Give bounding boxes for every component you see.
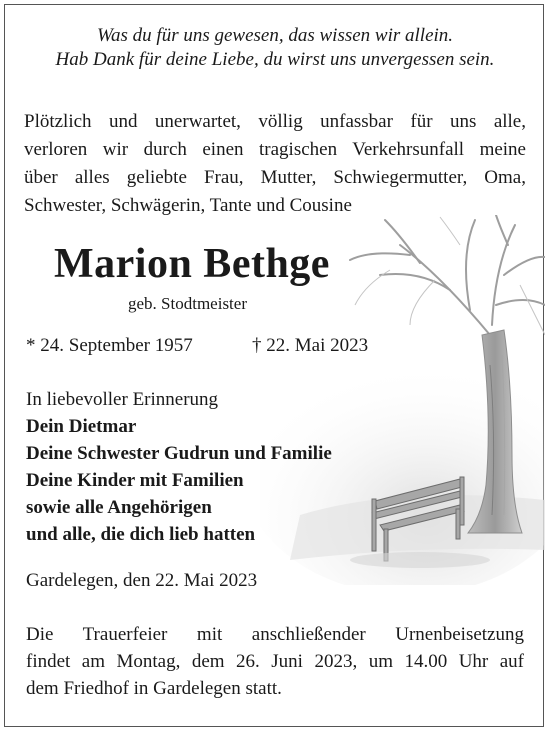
place-date: Gardelegen, den 22. Mai 2023 xyxy=(26,570,258,591)
mourners-list xyxy=(26,386,332,548)
birth-date: * 24. September 1957 xyxy=(26,335,193,356)
funeral-line: findet am Montag, dem 26. Juni 2023, um 14.00 Uhr auf xyxy=(26,651,524,672)
intro-line: verloren wir durch einen tragischen Verkehrsunfall meine xyxy=(24,139,526,160)
funeral-line: dem Friedhof in Gardelegen statt. xyxy=(26,678,282,699)
mourner-entry: Dein Dietmar xyxy=(26,416,137,437)
intro-line: Plötzlich und unerwartet, völlig unfassbar für uns alle, xyxy=(24,111,526,132)
deceased-name: Marion Bethge xyxy=(54,241,330,287)
maiden-name: geb. Stodtmeister xyxy=(128,294,247,313)
intro-line: Schwester, Schwägerin, Tante und Cousine xyxy=(24,195,352,216)
quote-line: Hab Dank für deine Liebe, du wirst uns unvergessen sein. xyxy=(55,49,495,70)
memorial-quote xyxy=(0,24,550,72)
mourner-entry: und alle, die dich lieb hatten xyxy=(26,524,256,545)
funeral-line: Die Trauerfeier mit anschließender Urnenbeisetzung xyxy=(26,624,524,645)
mourner-entry: Deine Kinder mit Familien xyxy=(26,470,244,491)
mourners-heading: In liebevoller Erinnerung xyxy=(26,389,219,410)
mourner-entry: Deine Schwester Gudrun und Familie xyxy=(26,443,332,464)
funeral-info xyxy=(26,621,524,702)
quote-line: Was du für uns gewesen, das wissen wir allein. xyxy=(96,25,454,46)
mourner-entry: sowie alle Angehörigen xyxy=(26,497,212,518)
death-date: † 22. Mai 2023 xyxy=(252,335,369,356)
intro-text xyxy=(24,108,526,220)
intro-line: über alles geliebte Frau, Mutter, Schwiegermutter, Oma, xyxy=(24,167,526,188)
